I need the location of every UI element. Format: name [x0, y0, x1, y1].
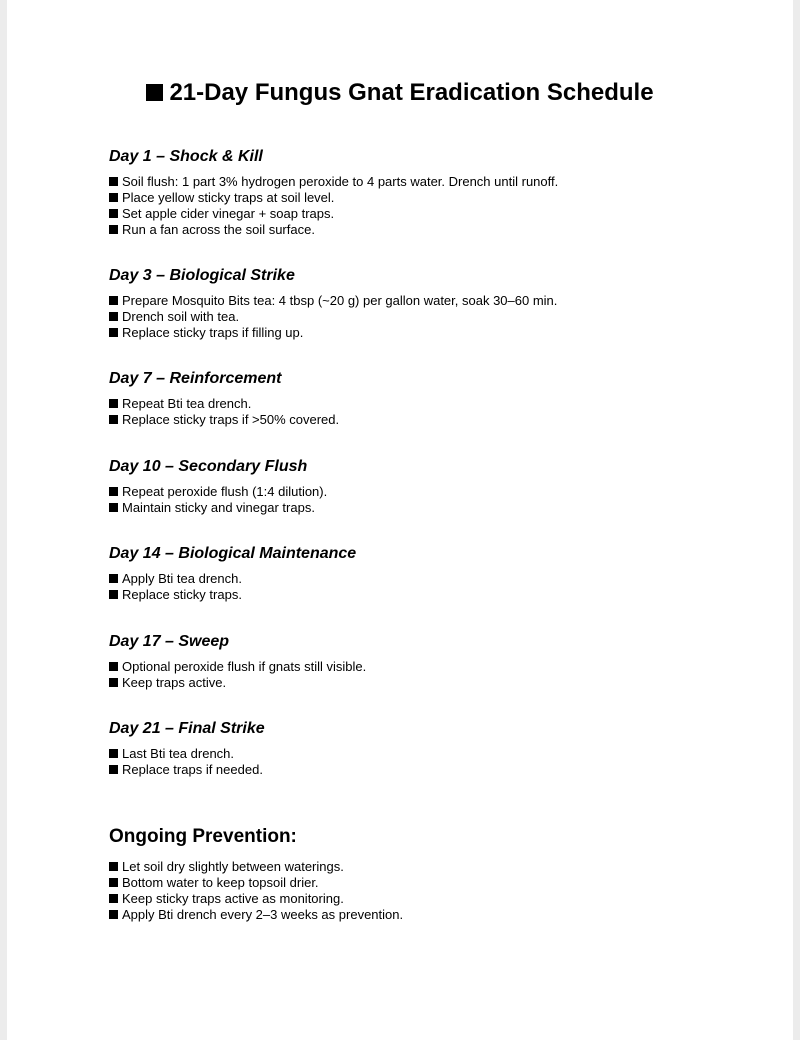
list-item: Drench soil with tea.	[109, 309, 749, 325]
section-heading: Ongoing Prevention:	[109, 826, 297, 847]
square-bullet-icon	[109, 574, 118, 583]
bullet-list	[109, 174, 749, 238]
list-item: Maintain sticky and vinegar traps.	[109, 500, 749, 516]
bullet-list	[109, 746, 749, 778]
list-item: Replace sticky traps if >50% covered.	[109, 412, 749, 428]
square-bullet-icon	[109, 209, 118, 218]
page-title-text: 21-Day Fungus Gnat Eradication Schedule	[169, 79, 654, 106]
section-heading: Day 14 – Biological Maintenance	[109, 545, 357, 562]
square-bullet-icon	[109, 590, 118, 599]
list-item: Let soil dry slightly between waterings.	[109, 859, 749, 875]
bullet-list	[109, 396, 749, 428]
list-item: Repeat Bti tea drench.	[109, 396, 749, 412]
square-bullet-icon	[109, 862, 118, 871]
section-day-3	[109, 265, 749, 341]
list-item: Soil flush: 1 part 3% hydrogen peroxide to 4 parts water. Drench until runoff.	[109, 174, 749, 190]
square-bullet-icon	[109, 177, 118, 186]
square-bullet-icon	[109, 749, 118, 758]
bullet-list	[109, 859, 749, 923]
bullet-list	[109, 484, 749, 516]
square-bullet-icon	[146, 84, 163, 101]
square-bullet-icon	[109, 296, 118, 305]
list-item: Set apple cider vinegar + soap traps.	[109, 206, 749, 222]
square-bullet-icon	[109, 765, 118, 774]
section-ongoing-prevention	[109, 825, 749, 923]
square-bullet-icon	[109, 312, 118, 321]
list-item: Repeat peroxide flush (1:4 dilution).	[109, 484, 749, 500]
list-item: Keep traps active.	[109, 675, 749, 691]
bullet-list	[109, 659, 749, 691]
list-item: Bottom water to keep topsoil drier.	[109, 875, 749, 891]
section-day-21	[109, 718, 749, 778]
list-item: Place yellow sticky traps at soil level.	[109, 190, 749, 206]
square-bullet-icon	[109, 878, 118, 887]
list-item: Run a fan across the soil surface.	[109, 222, 749, 238]
square-bullet-icon	[109, 225, 118, 234]
list-item: Optional peroxide flush if gnats still visible.	[109, 659, 749, 675]
square-bullet-icon	[109, 503, 118, 512]
bullet-list	[109, 571, 749, 603]
section-heading: Day 10 – Secondary Flush	[109, 458, 308, 475]
page-title	[7, 77, 793, 109]
section-heading: Day 7 – Reinforcement	[109, 370, 282, 387]
list-item: Apply Bti tea drench.	[109, 571, 749, 587]
list-item: Last Bti tea drench.	[109, 746, 749, 762]
square-bullet-icon	[109, 894, 118, 903]
square-bullet-icon	[109, 328, 118, 337]
section-day-10	[109, 456, 749, 516]
list-item: Replace sticky traps if filling up.	[109, 325, 749, 341]
list-item: Replace traps if needed.	[109, 762, 749, 778]
section-heading: Day 1 – Shock & Kill	[109, 148, 263, 165]
section-heading: Day 3 – Biological Strike	[109, 267, 295, 284]
square-bullet-icon	[109, 487, 118, 496]
list-item: Keep sticky traps active as monitoring.	[109, 891, 749, 907]
square-bullet-icon	[109, 415, 118, 424]
section-heading: Day 21 – Final Strike	[109, 720, 265, 737]
list-item: Replace sticky traps.	[109, 587, 749, 603]
section-day-1	[109, 146, 749, 238]
square-bullet-icon	[109, 678, 118, 687]
list-item: Prepare Mosquito Bits tea: 4 tbsp (~20 g) per gallon water, soak 30–60 min.	[109, 293, 749, 309]
section-heading: Day 17 – Sweep	[109, 633, 230, 650]
document-page	[7, 0, 793, 1040]
square-bullet-icon	[109, 910, 118, 919]
bullet-list	[109, 293, 749, 341]
square-bullet-icon	[109, 193, 118, 202]
section-day-7	[109, 368, 749, 428]
section-day-17	[109, 631, 749, 691]
section-day-14	[109, 543, 749, 603]
list-item: Apply Bti drench every 2–3 weeks as prevention.	[109, 907, 749, 923]
square-bullet-icon	[109, 662, 118, 671]
square-bullet-icon	[109, 399, 118, 408]
